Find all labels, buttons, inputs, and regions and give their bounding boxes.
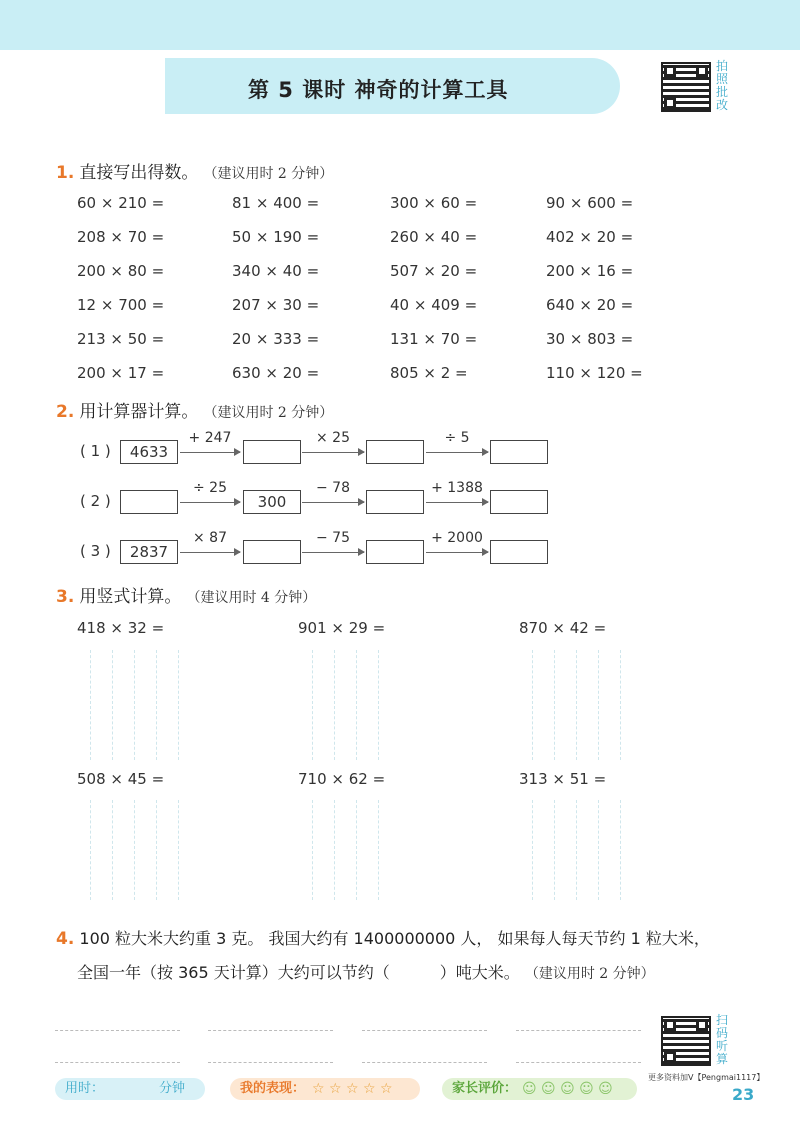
answer-box[interactable]	[490, 440, 548, 464]
chain-box: 2837	[120, 540, 178, 564]
arrow-icon	[426, 452, 488, 453]
guide-line	[532, 650, 533, 760]
arrow-icon	[302, 502, 364, 503]
arrow-icon	[180, 452, 240, 453]
question-number: 3.	[56, 587, 75, 607]
question-3-heading	[56, 582, 316, 607]
list-item: 640 × 20 =	[546, 296, 634, 314]
chain-label: ( 3 )	[80, 542, 111, 560]
guide-line	[378, 650, 379, 760]
parent-evaluation-pill	[442, 1078, 637, 1100]
guide-line	[356, 650, 357, 760]
guide-line	[554, 650, 555, 760]
list-item: 81 × 400 =	[232, 194, 320, 212]
question-number: 2.	[56, 402, 75, 422]
list-item: 30 × 803 =	[546, 330, 634, 348]
qr-code-icon[interactable]	[661, 1016, 711, 1066]
guide-line	[576, 650, 577, 760]
guide-line	[178, 800, 179, 900]
answer-line[interactable]	[208, 1062, 333, 1063]
smiley-icon[interactable]: ☺ ☺ ☺ ☺ ☺	[522, 1081, 613, 1097]
guide-line	[378, 800, 379, 900]
list-item: 200 × 80 =	[77, 262, 165, 280]
parent-label: 家长评价：	[452, 1081, 518, 1096]
guide-line	[156, 650, 157, 760]
guide-line	[90, 650, 91, 760]
list-item: 805 × 2 =	[390, 364, 468, 382]
vertical-calc-item: 508 × 45 =	[77, 770, 165, 788]
guide-line	[112, 650, 113, 760]
time-label: 用时：	[65, 1081, 105, 1096]
answer-box[interactable]	[366, 440, 424, 464]
question-text: 100 粒大米大约重 3 克。 我国大约有 1400000000 人， 如果每人每天节约 1 粒大米，	[79, 929, 710, 948]
answer-box[interactable]	[490, 540, 548, 564]
question-4-line-1	[56, 926, 710, 949]
arrow-icon	[426, 502, 488, 503]
guide-line	[312, 650, 313, 760]
qr-top-label: 拍照批改	[716, 59, 729, 112]
question-text: 全国一年（按 365 天计算）大约可以节约（	[77, 963, 390, 982]
question-text: 直接写出得数。	[79, 163, 199, 183]
list-item: 40 × 409 =	[390, 296, 478, 314]
header-top-strip	[0, 0, 800, 50]
list-item: 208 × 70 =	[77, 228, 165, 246]
time-hint: （建议用时 2 分钟）	[203, 166, 334, 182]
time-hint: （建议用时 2 分钟）	[203, 405, 334, 421]
guide-line	[134, 650, 135, 760]
time-hint: （建议用时 2 分钟）	[524, 966, 655, 982]
question-4-line-2	[77, 960, 655, 983]
answer-box[interactable]	[490, 490, 548, 514]
performance-pill	[230, 1078, 420, 1100]
answer-box[interactable]	[120, 490, 178, 514]
chain-box: 4633	[120, 440, 178, 464]
list-item: 20 × 333 =	[232, 330, 320, 348]
guide-line	[598, 650, 599, 760]
operation-label: ÷ 25	[193, 480, 227, 496]
guide-line	[312, 800, 313, 900]
answer-line[interactable]	[362, 1030, 487, 1031]
list-item: 402 × 20 =	[546, 228, 634, 246]
guide-line	[532, 800, 533, 900]
vertical-calc-item: 418 × 32 =	[77, 619, 165, 637]
chain-label: ( 2 )	[80, 492, 111, 510]
guide-line	[156, 800, 157, 900]
arrow-icon	[180, 502, 240, 503]
page-number: 23	[732, 1085, 755, 1104]
question-number: 4.	[56, 929, 75, 949]
list-item: 507 × 20 =	[390, 262, 478, 280]
guide-line	[620, 650, 621, 760]
answer-box[interactable]	[366, 490, 424, 514]
guide-line	[576, 800, 577, 900]
guide-line	[334, 650, 335, 760]
list-item: 90 × 600 =	[546, 194, 634, 212]
question-number: 1.	[56, 163, 75, 183]
answer-line[interactable]	[362, 1062, 487, 1063]
page-title: 第 5 课时 神奇的计算工具	[248, 78, 509, 102]
guide-line	[90, 800, 91, 900]
operation-label: ÷ 5	[444, 430, 470, 446]
arrow-icon	[180, 552, 240, 553]
question-text: 用计算器计算。	[79, 402, 199, 422]
list-item: 340 × 40 =	[232, 262, 320, 280]
time-pill	[55, 1078, 205, 1100]
chain-label: ( 1 )	[80, 442, 111, 460]
watermark: 更多资料加V【Pengmai1117】	[648, 1073, 765, 1082]
arrow-icon	[426, 552, 488, 553]
list-item: 131 × 70 =	[390, 330, 478, 348]
answer-line[interactable]	[516, 1030, 641, 1031]
guide-line	[598, 800, 599, 900]
operation-label: − 75	[316, 530, 350, 546]
chain-box: 300	[243, 490, 301, 514]
guide-line	[178, 650, 179, 760]
guide-line	[620, 800, 621, 900]
answer-line[interactable]	[55, 1030, 180, 1031]
list-item: 110 × 120 =	[546, 364, 643, 382]
list-item: 260 × 40 =	[390, 228, 478, 246]
vertical-calc-item: 313 × 51 =	[519, 770, 607, 788]
guide-line	[334, 800, 335, 900]
operation-label: × 87	[193, 530, 227, 546]
list-item: 200 × 16 =	[546, 262, 634, 280]
arrow-icon	[302, 452, 364, 453]
answer-box[interactable]	[366, 540, 424, 564]
vertical-calc-item: 870 × 42 =	[519, 619, 607, 637]
list-item: 630 × 20 =	[232, 364, 320, 382]
operation-label: + 247	[188, 430, 232, 446]
question-2-heading	[56, 397, 333, 422]
operation-label: + 2000	[431, 530, 483, 546]
question-text: ）吨大米。	[439, 963, 520, 982]
operation-label: + 1388	[431, 480, 483, 496]
list-item: 213 × 50 =	[77, 330, 165, 348]
performance-label: 我的表现：	[240, 1081, 306, 1096]
guide-line	[554, 800, 555, 900]
arrow-icon	[302, 552, 364, 553]
time-hint: （建议用时 4 分钟）	[186, 590, 317, 606]
list-item: 12 × 700 =	[77, 296, 165, 314]
vertical-calc-item: 710 × 62 =	[298, 770, 386, 788]
qr-bottom-label: 扫码听算	[716, 1013, 729, 1066]
answer-line[interactable]	[516, 1062, 641, 1063]
answer-box[interactable]	[243, 440, 301, 464]
list-item: 60 × 210 =	[77, 194, 165, 212]
operation-label: − 78	[316, 480, 350, 496]
answer-box[interactable]	[243, 540, 301, 564]
vertical-calc-item: 901 × 29 =	[298, 619, 386, 637]
answer-line[interactable]	[208, 1030, 333, 1031]
time-unit: 分钟	[159, 1081, 186, 1096]
guide-line	[112, 800, 113, 900]
list-item: 200 × 17 =	[77, 364, 165, 382]
guide-line	[134, 800, 135, 900]
list-item: 50 × 190 =	[232, 228, 320, 246]
question-text: 用竖式计算。	[79, 587, 182, 607]
qr-code-icon[interactable]	[661, 62, 711, 112]
list-item: 207 × 30 =	[232, 296, 320, 314]
operation-label: × 25	[316, 430, 350, 446]
guide-line	[356, 800, 357, 900]
list-item: 300 × 60 =	[390, 194, 478, 212]
question-1-heading	[56, 158, 333, 183]
answer-line[interactable]	[55, 1062, 180, 1063]
star-icon[interactable]: ☆ ☆ ☆ ☆ ☆	[312, 1081, 393, 1097]
